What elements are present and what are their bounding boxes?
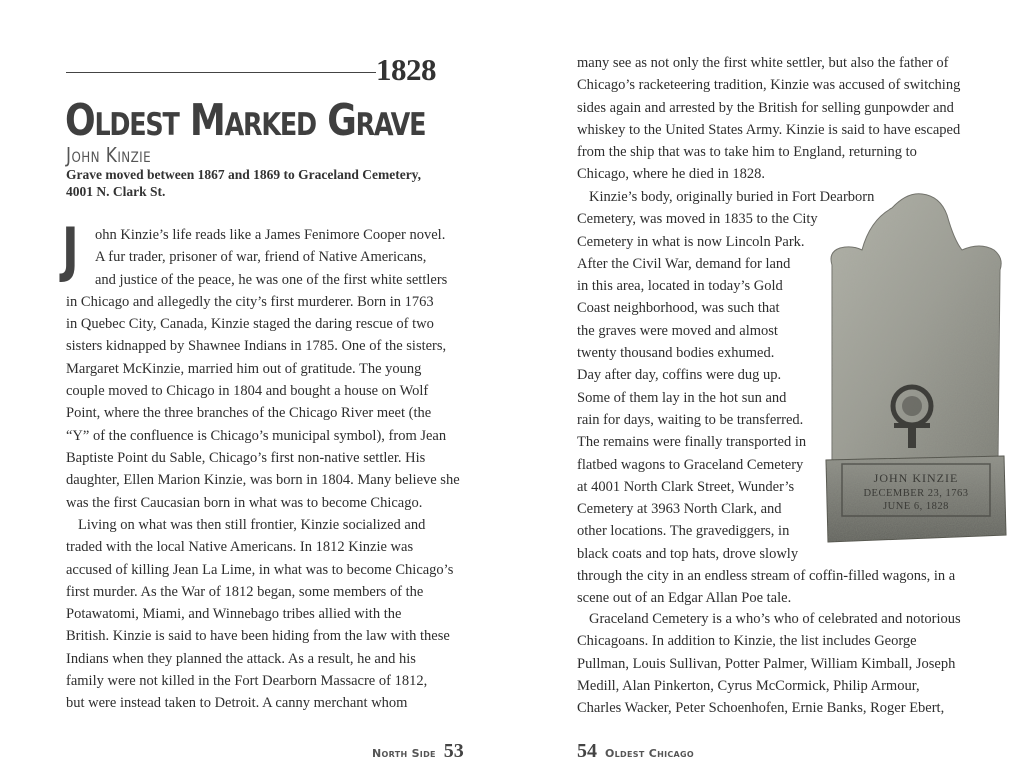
text-line: family were not killed in the Fort Dearborn Massacre of 1812, xyxy=(66,673,428,690)
text-line: sisters kidnapped by Shawnee Indians in 1785. One of the sisters, xyxy=(66,338,447,355)
drop-cap: J xyxy=(62,215,79,285)
entry-title xyxy=(65,95,425,146)
year-rule xyxy=(66,72,376,73)
text-line: whiskey to the United States Army. Kinzie is said to have escaped xyxy=(577,121,961,138)
text-line: Potawatomi, Miami, and Winnebago tribes allied with the xyxy=(66,606,402,623)
text-line: The remains were finally transported in xyxy=(577,434,807,451)
text-line: ohn Kinzie’s life reads like a James Fenimore Cooper novel. xyxy=(95,227,446,243)
text-line: at 4001 North Clark Street, Wunder’s xyxy=(577,478,795,495)
inscription-name: JOHN KINZIE xyxy=(873,471,959,485)
text-line: black coats and top hats, drove slowly xyxy=(577,545,799,562)
left-paragraph-2 xyxy=(66,514,453,715)
text-line: daughter, Ellen Marion Kinzie, was born in 1804. Many believe she xyxy=(66,472,460,489)
text-line: traded with the local Native Americans. In 1812 Kinzie was xyxy=(66,539,414,556)
text-line: Charles Wacker, Peter Schoenhofen, Ernie Banks, Roger Ebert, xyxy=(577,700,945,717)
text-line: was the first Caucasian born in what was to become Chicago. xyxy=(66,494,423,511)
text-line: many see as not only the first white settler, but also the father of xyxy=(577,55,949,71)
text-line: Kinzie’s body, originally buried in Fort Dearborn xyxy=(589,189,875,205)
text-line: Cemetery, was moved in 1835 to the City xyxy=(577,211,818,228)
right-paragraph-1 xyxy=(577,52,960,186)
text-line: Indians when they planned the attack. As a result, he and his xyxy=(66,650,416,667)
text-line: Margaret McKinzie, married him out of gratitude. The young xyxy=(66,360,422,377)
text-line: Coast neighborhood, was such that xyxy=(577,300,780,317)
text-line: the graves were moved and almost xyxy=(577,322,778,339)
entry-year: 1828 xyxy=(376,52,436,87)
inscription-birth: DECEMBER 23, 1763 xyxy=(863,488,969,499)
text-line: other locations. The gravediggers, in xyxy=(577,523,790,540)
text-line: Cemetery in what is now Lincoln Park. xyxy=(577,233,805,250)
entry-subject xyxy=(66,143,151,167)
entry-title-text: Oldest Marked Grave xyxy=(65,95,426,146)
text-line: Chicago’s racketeering tradition, Kinzie was accused of switching xyxy=(577,77,961,94)
text-line: scene out of an Edgar Allan Poe tale. xyxy=(577,590,792,607)
text-line: in Chicago and allegedly the city’s first murderer. Born in 1763 xyxy=(66,293,434,310)
text-line: Day after day, coffins were dug up. xyxy=(577,367,782,384)
inscription-death: JUNE 6, 1828 xyxy=(883,501,949,512)
footer-section: North Side xyxy=(372,747,436,760)
text-line: flatbed wagons to Graceland Cemetery xyxy=(577,456,804,473)
moved-line: Grave moved between 1867 and 1869 to Graceland Cemetery, xyxy=(66,167,422,182)
entry-subject-text: John Kinzie xyxy=(66,143,152,167)
text-line: in this area, located in today’s Gold xyxy=(577,278,783,295)
text-line: in Quebec City, Canada, Kinzie staged the daring rescue of two xyxy=(66,316,434,333)
text-line: rain for days, waiting to be transferred. xyxy=(577,411,804,428)
page-number: 53 xyxy=(443,740,464,762)
page-number: 54 xyxy=(577,740,597,762)
right-paragraph-3 xyxy=(577,608,961,719)
text-line: Some of them lay in the hot sun and xyxy=(577,389,787,406)
text-line: but were instead taken to Detroit. A canny merchant whom xyxy=(66,695,408,712)
text-line: Graceland Cemetery is a who’s who of celebrated and notorious xyxy=(589,611,961,627)
moved-line: 4001 N. Clark St. xyxy=(66,184,166,199)
gravestone-illustration xyxy=(822,190,1008,550)
text-line: couple moved to Chicago in 1804 and bought a house on Wolf xyxy=(66,383,429,400)
text-line: “Y” of the confluence is Chicago’s municipal symbol), from Jean xyxy=(66,427,447,444)
text-line: Medill, Alan Pinkerton, Cyrus McCormick, Philip Armour, xyxy=(577,677,920,694)
text-line: twenty thousand bodies exhumed. xyxy=(577,345,775,362)
text-line: sides again and arrested by the British for selling gunpowder and xyxy=(577,99,954,116)
text-line: Baptiste Point du Sable, Chicago’s first non-native settler. His xyxy=(66,449,426,466)
right-footer xyxy=(577,740,694,763)
gravestone-photo xyxy=(822,190,1008,550)
text-line: Cemetery at 3963 North Clark, and xyxy=(577,501,782,518)
left-footer xyxy=(372,740,468,763)
grave-moved-note xyxy=(66,166,436,200)
text-line: and justice of the peace, he was one of the first white settlers xyxy=(95,271,448,288)
text-line: Point, where the three branches of the Chicago River meet (the xyxy=(66,405,432,422)
left-paragraph-1 xyxy=(66,224,460,514)
text-line: accused of killing Jean La Lime, in what was to become Chicago’s xyxy=(66,561,454,578)
text-line: Chicagoans. In addition to Kinzie, the list includes George xyxy=(577,633,917,650)
text-line: Chicago, where he died in 1828. xyxy=(577,166,766,183)
text-line: After the Civil War, demand for land xyxy=(577,255,791,272)
text-line: Living on what was then still frontier, Kinzie socialized and xyxy=(78,517,426,533)
text-line: Pullman, Louis Sullivan, Potter Palmer, William Kimball, Joseph xyxy=(577,655,956,672)
text-line: first murder. As the War of 1812 began, some members of the xyxy=(66,583,424,600)
text-line: from the ship that was to take him to England, returning to xyxy=(577,144,917,161)
footer-section: Oldest Chicago xyxy=(605,747,694,760)
text-line: through the city in an endless stream of coffin-filled wagons, in a xyxy=(577,568,956,585)
text-line: British. Kinzie is said to have been hiding from the law with these xyxy=(66,628,450,645)
text-line: A fur trader, prisoner of war, friend of Native Americans, xyxy=(95,249,427,266)
